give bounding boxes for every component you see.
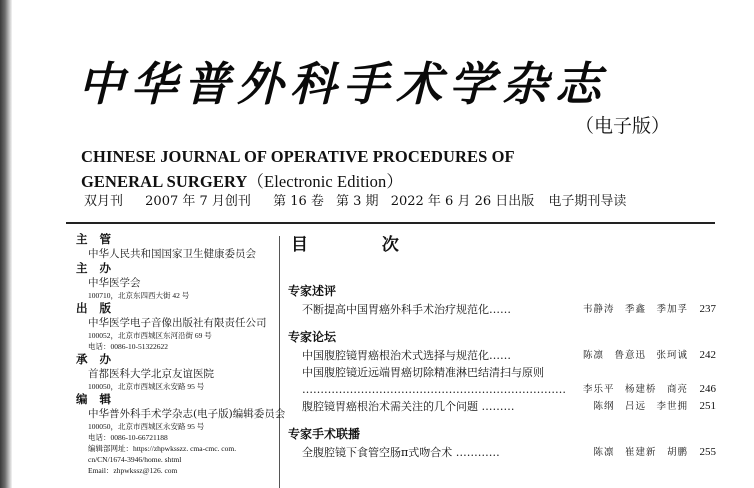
journal-title-cn: 中华普外科手术学杂志	[78, 57, 608, 111]
frequency: 双月刊	[84, 194, 124, 209]
sponsor-address-line: cn/CN/1674-3946/home. shtml	[88, 455, 182, 464]
toc-entry-title: 中国腹腔镜近远端胃癌切除精准淋巴结清扫与原则	[302, 366, 544, 379]
table-of-contents	[288, 280, 718, 461]
toc-entry[interactable]	[288, 364, 718, 381]
edition-label: （电子版）	[575, 115, 671, 137]
sponsor-address-line: 100710，北京东四西大街 42 号	[88, 291, 190, 300]
toc-entry-page: 246	[699, 383, 716, 395]
toc-section-title: 专家手术联播	[288, 427, 361, 441]
sponsor-role-label: 主办	[76, 261, 123, 275]
toc-entry-page: 242	[699, 349, 716, 361]
toc-section-title: 专家论坛	[288, 330, 337, 344]
journal-title-en-line1: CHINESE JOURNAL OF OPERATIVE PROCEDURES OF	[81, 147, 515, 166]
issue-subtitle: 电子期刊导读	[548, 194, 627, 209]
page-edge-shadow	[0, 0, 12, 488]
sponsor-address-line: 电话：0086-10-51322622	[88, 342, 168, 351]
toc-heading: 目 次	[291, 235, 433, 255]
toc-entry-authors: 韦静涛 季鑫 季加孚	[582, 304, 688, 315]
toc-section-title: 专家述评	[288, 284, 337, 298]
toc-entry[interactable]	[288, 398, 718, 415]
toc-entry-page: 251	[699, 400, 716, 412]
toc-entry-title: 全腹腔镜下食管空肠π式吻合术 …………	[302, 446, 500, 459]
sponsor-address-line: 100052，北京市西城区东河沿街 69 号	[88, 331, 212, 340]
volume: 第 16 卷	[273, 194, 324, 209]
sponsor-org-name: 中华普外科手术学杂志(电子版)编辑委员会	[88, 408, 286, 420]
toc-entry[interactable]	[288, 381, 718, 398]
sponsor-role-label: 编辑	[76, 392, 123, 406]
sponsor-role-label: 出版	[76, 301, 123, 315]
journal-title-en-line2	[81, 172, 403, 192]
sponsor-address-line: 100050，北京市西城区永安路 95 号	[88, 422, 205, 431]
sponsor-org-name: 首都医科大学北京友谊医院	[88, 368, 214, 380]
sponsor-address-line: 编辑部网址：https://zhpwksszz. cma-cmc. com.	[88, 444, 237, 453]
sponsor-address-line: Email：zhpwkssz@126. com	[88, 466, 178, 475]
toc-entry-title: 腹腔镜胃癌根治术需关注的几个问题 ………	[302, 400, 515, 413]
sponsor-org-name: 中华医学会	[88, 277, 141, 289]
toc-entry-title: 中国腹腔镜胃癌根治术式选择与规范化……	[302, 349, 511, 362]
publication-info	[84, 194, 644, 210]
toc-entry[interactable]	[288, 444, 718, 461]
toc-entry-page: 237	[699, 303, 716, 315]
toc-entry-authors: 陈凛 崔建新 胡鹏	[593, 447, 688, 458]
column-divider	[279, 236, 280, 488]
sponsor-address-line: 电话：0086-10-66721188	[88, 433, 168, 442]
sponsor-role-label: 主管	[76, 232, 123, 246]
toc-entry-authors: 李乐平 杨建桥 商亮	[582, 384, 688, 395]
toc-entry-title: 不断提高中国胃癌外科手术治疗规范化……	[302, 303, 511, 316]
toc-entry-authors: 陈纲 吕远 李世拥	[593, 401, 688, 412]
toc-entry-authors: 陈凛 鲁意迅 张珂诚	[582, 350, 688, 361]
sponsor-address-line: 100050，北京市西城区永安路 95 号	[88, 382, 205, 391]
sponsor-org-name: 中华医学电子音像出版社有限责任公司	[88, 317, 267, 329]
toc-entry-page: 255	[699, 446, 716, 458]
sponsor-role-label: 承办	[76, 352, 123, 366]
founded-date: 2007 年 7 月创刊	[145, 194, 251, 209]
journal-title-en-edition: （Electronic Edition）	[247, 172, 403, 191]
toc-entry[interactable]	[288, 301, 718, 318]
journal-title-en-name: GENERAL SURGERY	[81, 172, 248, 191]
header-divider	[66, 222, 715, 224]
sponsor-org-name: 中华人民共和国国家卫生健康委员会	[88, 248, 256, 260]
toc-entry-title: ………………………………………………………………	[302, 383, 566, 396]
publish-date: 2022 年 6 月 26 日出版	[390, 194, 535, 209]
sponsor-info-column	[76, 232, 286, 476]
toc-entry[interactable]	[288, 347, 718, 364]
issue: 第 3 期	[336, 194, 379, 209]
